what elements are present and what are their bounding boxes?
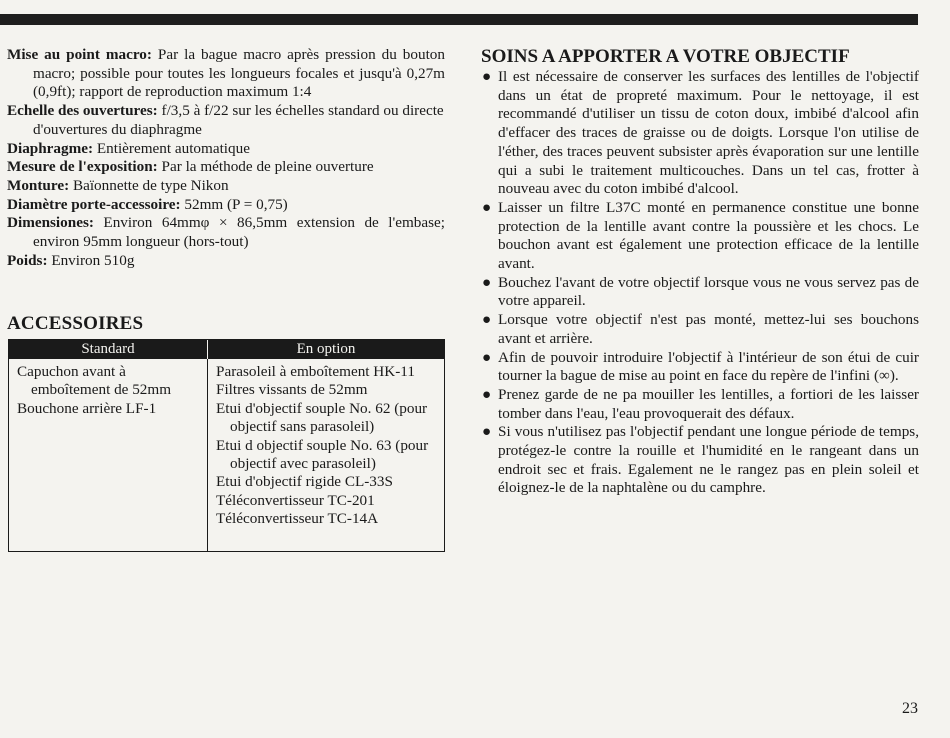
list-item: Capuchon avant à emboîtement de 52mm xyxy=(17,363,172,399)
list-item: ● Lorsque votre objectif n'est pas monté, mettez-lui ses bouchons avant et arrière. xyxy=(482,311,919,347)
spec-label: Dimensiones: xyxy=(7,214,94,232)
spec-item-mount xyxy=(7,177,445,196)
list-item: Bouchone arrière LF-1 xyxy=(17,399,157,417)
spec-label: Mesure de l'exposition: xyxy=(7,158,158,176)
spec-label: Mise au point macro: xyxy=(7,46,152,63)
spec-list xyxy=(7,46,445,270)
list-item: Etui d objectif souple No. 63 (pour objectif avec parasoleil) xyxy=(216,436,429,473)
accessories-title: ACCESSOIRES xyxy=(7,313,144,334)
list-item: Parasoleil à emboîtement HK-11 xyxy=(216,363,415,380)
list-item: Filtres vissants de 52mm xyxy=(216,381,368,399)
bullet-icon: ● xyxy=(482,423,492,441)
spec-label: Poids: xyxy=(7,251,48,269)
list-item: Téléconvertisseur TC-14A xyxy=(216,510,379,528)
spec-value: f/3,5 à f/22 sur les échelles standard ou directe d'ouvertures du diaphragme xyxy=(33,102,444,138)
list-item: Etui d'objectif souple No. 62 (pour objectif sans parasoleil) xyxy=(216,399,428,436)
list-item: ● Afin de pouvoir introduire l'objectif à l'intérieur de son étui de cuir tourner la bague de mise au point en face du repère de l'infini (∞). xyxy=(482,348,919,385)
spec-value: Par la méthode de pleine ouverture xyxy=(161,158,374,176)
spec-label: Echelle des ouvertures: xyxy=(7,102,158,120)
list-item: ● Bouchez l'avant de votre objectif lorsque vous ne vous servez pas de votre appareil. xyxy=(482,273,919,310)
spec-item-dimensions xyxy=(7,214,445,251)
list-item: ● Il est nécessaire de conserver les surfaces des lentilles de l'objectif dans un état de propreté maximum. Pour le nettoyage, il est recommandé d'utiliser un tissu de coton doux, imbibé d'alcool afin d'effacer des traces de graisse ou de doigts. Lorsque l'on utilise de l'éther, des traces peuvent subsister après évaporation sur une lentille qui a subi le traitement multicouches. Dans un tel cas, frotter à nouveau avec du coton imbibé d'alcool. xyxy=(482,68,919,198)
bullet-icon: ● xyxy=(482,68,492,85)
spec-item-diaphragm xyxy=(7,140,445,159)
header-rule xyxy=(0,14,918,25)
column-header-standard: Standard xyxy=(81,341,135,357)
spec-label: Monture: xyxy=(7,176,70,194)
care-list xyxy=(481,68,919,498)
spec-label: Diaphragme: xyxy=(7,139,94,157)
spec-item-apertures xyxy=(7,102,445,139)
table-body xyxy=(9,359,444,551)
list-item: ● Laisser un filtre L37C monté en permanence constitue une bonne protection de la lentille avant contre la poussière et les chocs. Le bouchon avant est également une protection efficace de la lentille avant. xyxy=(482,198,919,273)
list-item: ● Si vous n'utilisez pas l'objectif pendant une longue période de temps, protégez-le contre la rouille et l'humidité en le rangeant dans un endroit sec et frais. Egalement ne le rangez pas en plein soleil et éloignez-le de la naphtalène ou du camphre. xyxy=(482,423,919,497)
table-header xyxy=(9,340,444,359)
spec-item-weight xyxy=(7,252,445,271)
accessories-table xyxy=(8,339,445,552)
spec-item-metering xyxy=(7,158,445,177)
bullet-icon: ● xyxy=(482,273,492,291)
spec-value: 52mm (P = 0,75) xyxy=(184,195,288,213)
standard-column xyxy=(9,359,207,551)
spec-item-filter-size xyxy=(7,196,445,215)
spec-value: Entièrement automatique xyxy=(96,139,250,157)
page-number: 23 xyxy=(902,700,918,717)
bullet-icon: ● xyxy=(482,348,492,366)
column-header-optional: En option xyxy=(207,340,444,359)
spec-value: Environ 510g xyxy=(51,251,135,269)
care-section xyxy=(481,46,919,498)
optional-column xyxy=(207,359,444,551)
spec-value: Environ 64mmφ × 86,5mm extension de l'embase; environ 95mm longueur (hors-tout) xyxy=(33,214,445,251)
bullet-icon: ● xyxy=(482,385,492,403)
spec-label: Diamètre porte-accessoire: xyxy=(7,195,181,213)
bullet-icon: ● xyxy=(482,198,492,216)
spec-value: Baïonnette de type Nikon xyxy=(72,176,229,194)
spec-value: Par la bague macro après pression du bouton macro; possible pour toutes les longueurs focales et jusqu'à 0,27m (0,9ft); rapport de reproduction maximum 1:4 xyxy=(33,46,445,101)
bullet-icon: ● xyxy=(482,311,492,329)
list-item: Téléconvertisseur TC-201 xyxy=(216,491,375,509)
spec-item-macro xyxy=(7,46,445,102)
list-item: Etui d'objectif rigide CL-33S xyxy=(216,473,393,491)
care-title: SOINS A APPORTER A VOTRE OBJECTIF xyxy=(481,46,850,67)
list-item: ● Prenez garde de ne pa mouiller les lentilles, a fortiori de les laisser tomber dans l'eau, l'eau provoquerait des défaux. xyxy=(482,385,919,422)
